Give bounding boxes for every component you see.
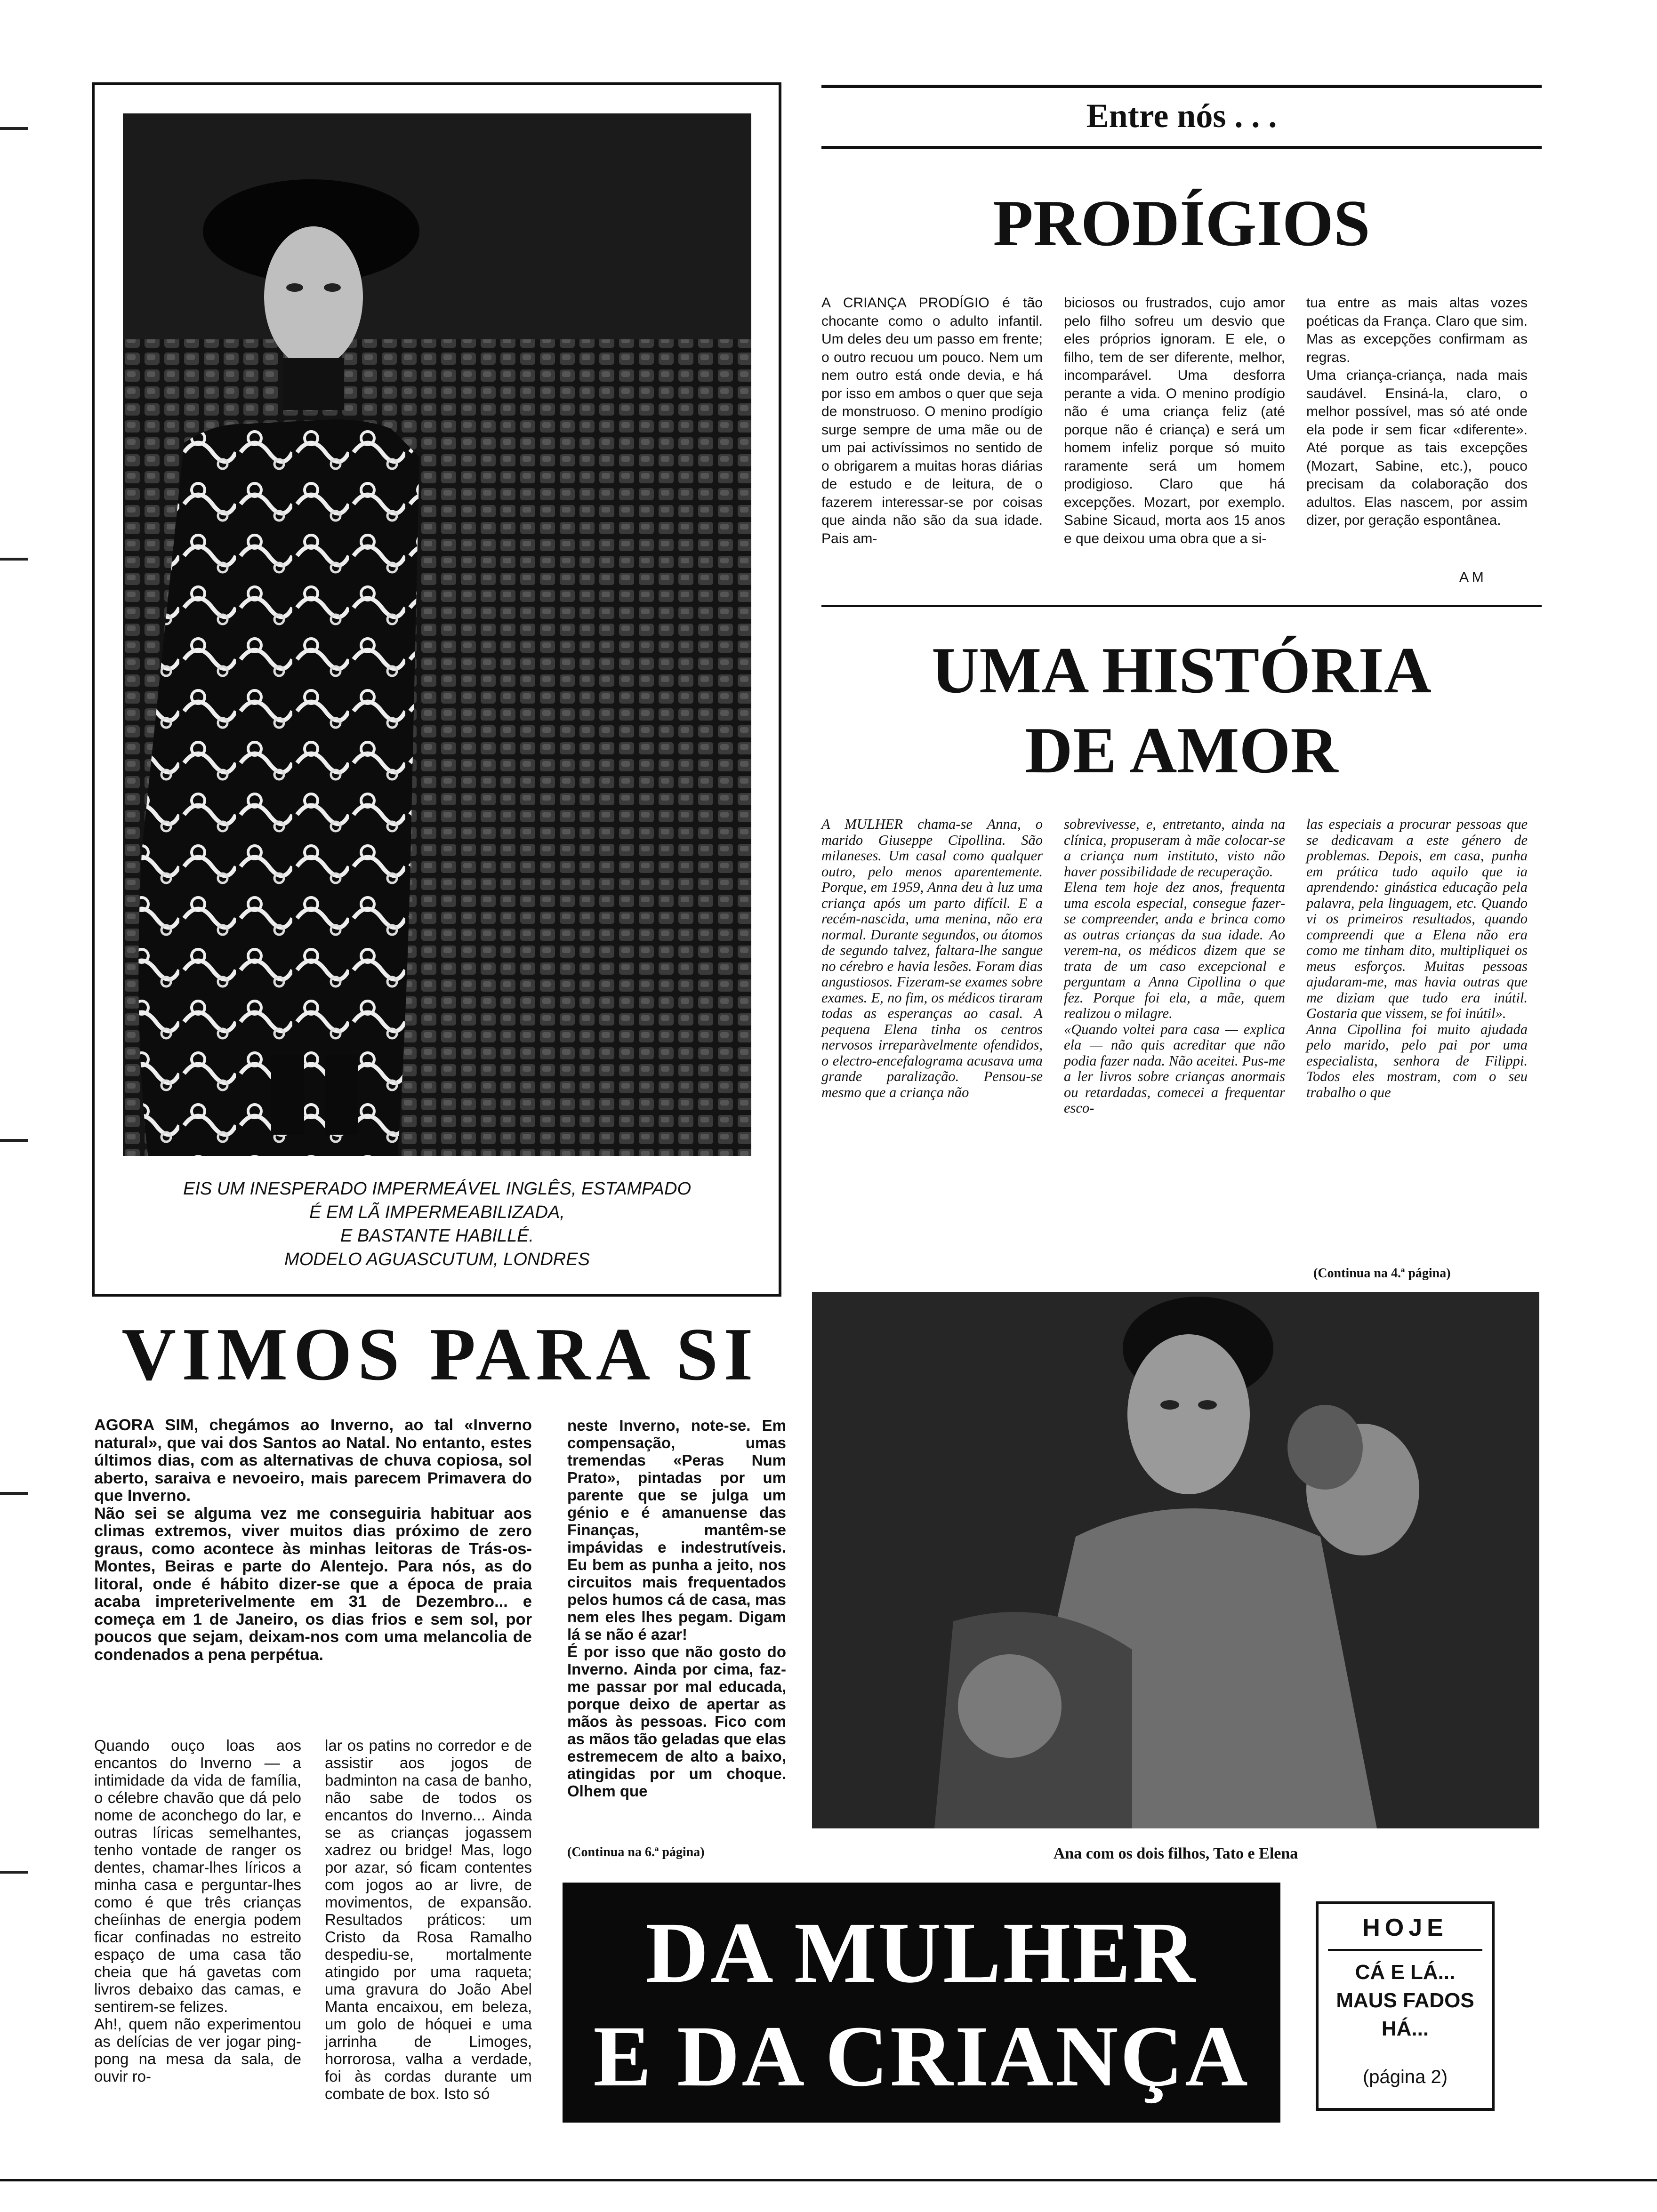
- vimos-lead: AGORA SIM, chegámos ao Inverno, ao tal «Inverno natural», que vai dos Santos ao Natal. No entanto, estes últimos dias, com as alternativas de chuva copiosa, sol aberto, saraiva e nevoeiro, mais parecem Primavera do que Inverno. Não sei se alguma vez me conseguiria habituar aos climas extremos, viver muitos dias próximo de zero graus, como acontece às minhas leitoras de Trás-os-Montes, Beiras e parte do Alentejo. Para nós, as do litoral, onde é hábito dizer-se que a época de praia acaba impreterivelmente em 31 de Dezembro... e começa em 1 de Janeiro, os dias frios e sem sol, por poucos que sejam, deixam-nos com uma melancolia de condenados a pena perpétua.: [94, 1416, 532, 1664]
- caption-line: E BASTANTE HABILLÉ.: [340, 1226, 534, 1246]
- fashion-photo: [123, 113, 751, 1156]
- prodigios-title: PRODÍGIOS: [993, 187, 1370, 260]
- vimos-bottom-col-2: lar os patins no corredor e de assistir aos jogos de badminton na casa de banho, não sabe de todos os encantos do Inverno... Ainda se as crianças jogassem xadrez ou bridge! Mas, logo por azar, só ficam contentes com jogos ao ar livre, de movimentos, de expansão. Resultados práticos: um Cristo da Rosa Ramalho despediu-se, mortalmente atingido por uma raqueta; uma gravura do João Abel Manta encaixou, em beleza, um golo de hóquei e uma jarrinha de Limoges, horrorosa, valha a verdade, foi às cordas durante um combate de box. Isto só: [325, 1737, 532, 2102]
- family-photo: [812, 1292, 1539, 1828]
- hoje-rule: [1328, 1949, 1482, 1951]
- vimos-bottom-col-1: Quando ouço loas aos encantos do Inverno — a intimidade da vida de família, o célebre chavão que dá pelo nome de aconchego do lar, e outras líricas semelhantes, tenho vontade de ranger os dentes, chamar-lhes líricos a minha casa e perguntar-lhes como é que três crianças cheíinhas de energia podem ficar confinadas no estreito espaço de uma casa tão cheia que há gavetas com livros debaixo das camas, e sentirem-se felizes. Ah!, quem não experimentou as delícias de ver jogar ping-pong na mesa da sala, de ouvir ro-: [94, 1737, 301, 2085]
- margin-mark: [0, 1139, 28, 1142]
- caption-line: MODELO AGUASCUTUM, LONDRES: [284, 1250, 590, 1269]
- vimos-bottom-columns: [94, 1737, 532, 2151]
- header-rule-bottom: [821, 146, 1542, 149]
- bottom-edge-rule: [0, 2179, 1657, 2181]
- vimos-title: VIMOS PARA SI: [121, 1312, 759, 1396]
- hoje-title: HOJE: [1362, 1914, 1448, 1941]
- margin-mark: [0, 558, 28, 561]
- historia-col-3: las especiais a procurar pessoas que se dedicavam a este género de problemas. Depois, em casa, punha em prática tudo aquilo que ia aprendendo: ginástica educação pela palavra, pela linguagem, etc. Quando vi os primeiros resultados, quando compreendi que a Elena não era como me tinham dito, multipliquei os meus esforços. Muitas pessoas ajudaram-me, mas havia outras que me diziam que tudo era inútil. Gostaria que vissem, se foi inútil». Anna Cipollina foi muito ajudada pelo marido, pelo pai por uma especialista, senhora de Filippi. Todos eles mostram, com o seu trabalho o que: [1306, 816, 1528, 1100]
- historia-continuation: (Continua na 4.ª página): [1313, 1266, 1451, 1281]
- historia-col-1: A MULHER chama-se Anna, o marido Giuseppe Cipollina. São milaneses. Um casal como qualquer outro, pelo menos aparentemente. Porque, em 1959, Anna deu à luz uma criança após um parto difícil. E a recém-nascida, uma menina, não era normal. Durante segundos, ou átomos de segundo talvez, faltara-lhe sangue no cérebro e havia lesões. Foram dias angustiosos. Fizeram-se exames sobre exames. E, no fim, os médicos tiraram todas as esperanças ao casal. A pequena Elena tinha os centros nervosos irreparàvelmente ofendidos, o electro-encefalograma acusava uma grande paralização. Pensou-se mesmo que a criança não: [821, 816, 1043, 1100]
- margin-mark: [0, 1871, 28, 1874]
- caption-line: EIS UM INESPERADO IMPERMEÁVEL INGLÊS, ESTAMPADO: [183, 1179, 692, 1199]
- margin-mark: [0, 127, 28, 130]
- fashion-photo-caption: [123, 1177, 751, 1271]
- masthead: [563, 1883, 1280, 2123]
- fashion-photo-frame: [92, 82, 781, 1297]
- masthead-line1: DA MULHER: [645, 1905, 1198, 2001]
- hoje-box: [1316, 1901, 1495, 2111]
- hoje-line1: CÁ E LÁ...: [1355, 1961, 1456, 1984]
- historia-col-2: sobrevivesse, e, entretanto, ainda na clínica, propuseram à mãe colocar-se a criança num instituto, visto não haver possibilidade de recuperação. Elena tem hoje dez anos, frequenta uma escola especial, consegue fazer-se compreender, anda e brinca como as outras crianças da sua idade. Ao verem-na, os médicos dizem que se trata de um caso excepcional e perguntam a Anna Cipollina o que fez. Porque foi ela, a mãe, quem realizou o milagre. «Quando voltei para casa — explica ela — não quis acreditar que não podia fazer nada. Não aceitei. Pus-me a ler livros sobre crianças anormais ou retardadas, comecei a frequentar esco-: [1064, 816, 1285, 1116]
- vimos-continuation: (Continua na 6.ª página): [567, 1845, 705, 1859]
- hoje-line3: HÁ...: [1381, 2017, 1429, 2040]
- caption-line: É EM LÃ IMPERMEABILIZADA,: [309, 1202, 565, 1222]
- fashion-photo-image: [123, 113, 751, 1156]
- prodigios-col-2: biciosos ou frustrados, cujo amor pelo filho sofreu um desvio que eles próprios ignoram. E ele, o filho, tem de ser diferente, melhor, incomparável. Uma desforra perante a vida. O menino prodígio não é uma criança feliz (até porque não é criança) e será um homem infeliz porque só muito raramente será um homem prodigioso. Claro que há excepções. Mozart, por exemplo. Sabine Sicaud, morta aos 15 anos e que deixou uma obra que a si-: [1064, 295, 1285, 546]
- prodigios-article: [821, 294, 1528, 586]
- header-rule-top: [821, 85, 1542, 88]
- hoje-page-ref: (página 2): [1362, 2067, 1448, 2087]
- hoje-line2: MAUS FADOS: [1336, 1989, 1474, 2012]
- prodigios-signature: A M: [1459, 569, 1484, 585]
- margin-mark: [0, 1492, 28, 1495]
- section-label: Entre nós . . .: [1086, 97, 1277, 135]
- family-photo-caption: Ana com os dois filhos, Tato e Elena: [1053, 1845, 1298, 1862]
- vimos-right-column: neste Inverno, note-se. Em compensação, umas tremendas «Peras Num Prato», pintadas por um parente que se julga um génio e é amanuense das Finanças, mantêm-se impávidas e indestrutíveis. Eu bem as punha a jeito, nos circuitos mais frequentados pelos humos cá de casa, mas nem eles lhes pegam. Digam lá se não é azar! É por isso que não gosto do Inverno. Ainda por cima, faz-me passar por mal educada, porque deixo de apertar as mãos às pessoas. Fico com as mãos tão geladas que elas estremecem de alto a baixo, atingidas por um choque. Olhem que: [567, 1417, 786, 1800]
- historia-title-line1: UMA HISTÓRIA: [932, 634, 1432, 707]
- historia-article: [821, 817, 1528, 1287]
- section-divider: [821, 605, 1542, 607]
- family-photo-image: [812, 1292, 1539, 1828]
- prodigios-col-3: tua entre as mais altas vozes poéticas da França. Claro que sim. Mas as excepções confirmam as regras. Uma criança-criança, nada mais saudável. Ensiná-la, claro, o melhor possível, mas só até onde ela pode ir sem ficar «diferente». Até porque as tais excepções (Mozart, Sabine, etc.), pouco precisam da colaboração dos adultos. Elas nascem, por assim dizer, por geração espontânea.: [1306, 295, 1528, 528]
- prodigios-col-1: A CRIANÇA PRODÍGIO é tão chocante como o adulto infantil. Um deles deu um passo em frente; o outro recuou um pouco. Nem um nem outro está onde devia, e há por isso em ambos o quer que seja de monstruoso. O menino prodígio surge sempre de uma mãe ou de um pai activíssimos no sentido de o obrigarem a muitas horas diárias de estudo e de leitura, de o fazerem interessar-se por coisas que ainda não são da sua idade. Pais am-: [821, 295, 1043, 546]
- historia-title-line2: DE AMOR: [1025, 714, 1338, 787]
- masthead-line2: E DA CRIANÇA: [593, 2008, 1250, 2105]
